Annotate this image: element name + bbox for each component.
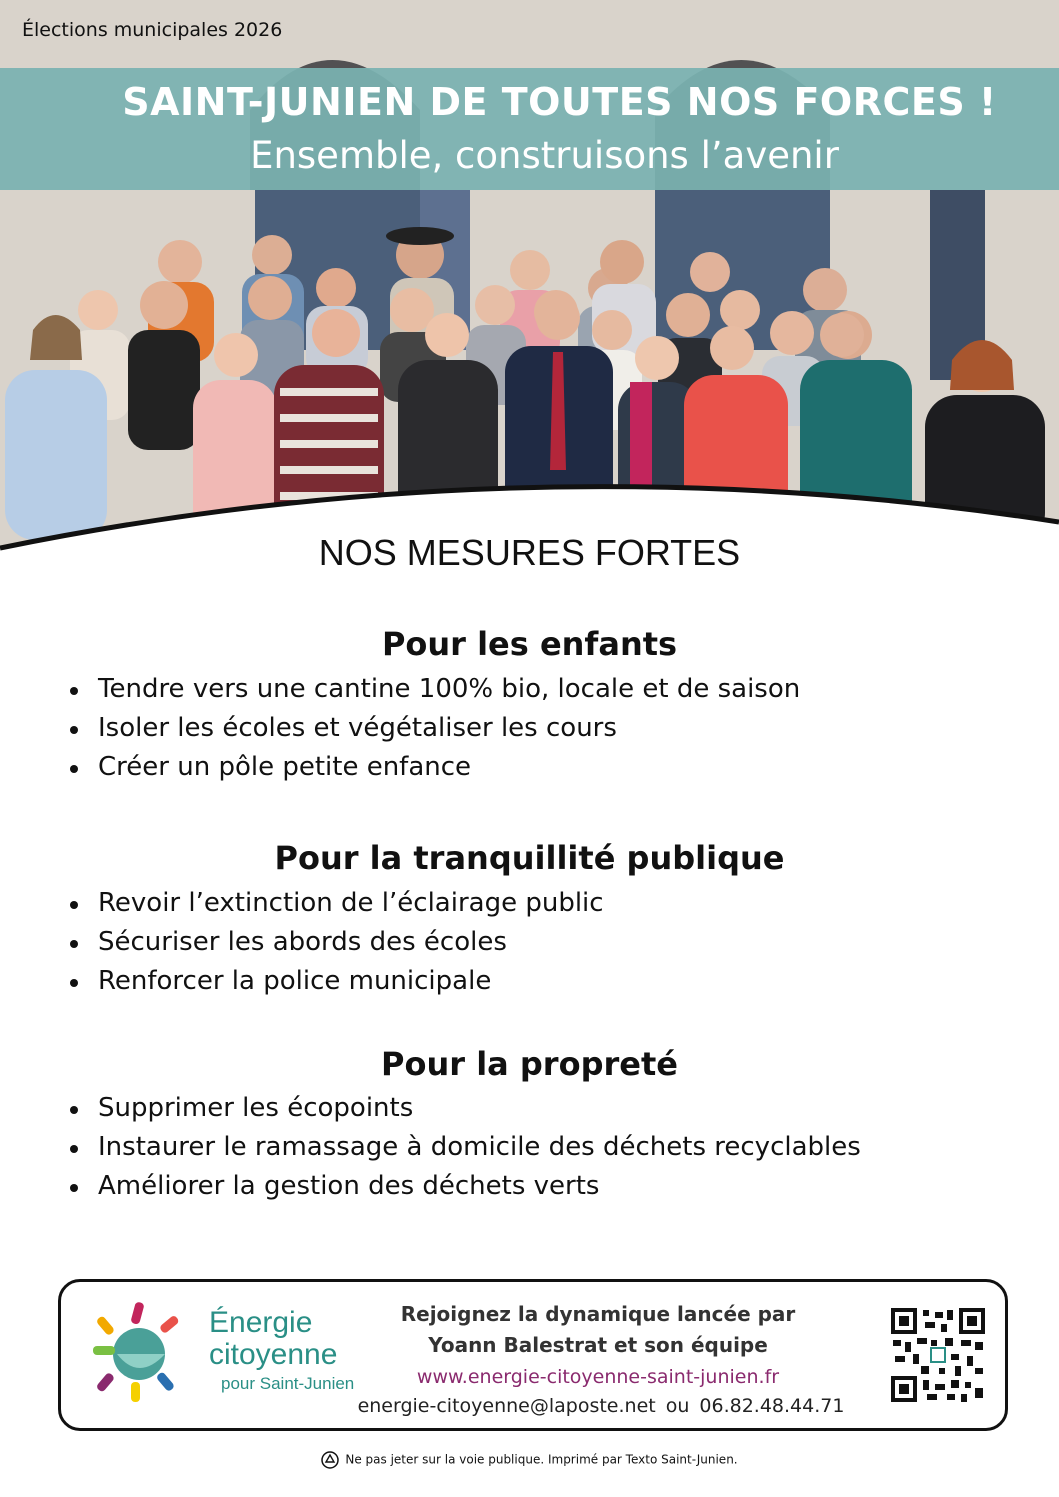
list-item: Renforcer la police municipale [66,962,1026,1001]
group-photo [0,0,1059,560]
logo-text-line2: citoyenne [209,1338,338,1371]
energie-citoyenne-logo [87,1302,357,1402]
list-item: Instaurer le ramassage à domicile des déchets recyclables [66,1128,1026,1167]
list-item: Tendre vers une cantine 100% bio, locale et de saison [66,670,1026,709]
group-heading: Pour les enfants [381,625,678,663]
join-text-line1: Rejoignez la dynamique lancée par [400,1302,796,1326]
list-item: Sécuriser les abords des écoles [66,923,1026,962]
join-text-line2: Yoann Balestrat et son équipe [428,1333,768,1357]
list-item: Supprimer les écopoints [66,1089,1026,1128]
website-link[interactable]: www.energie-citoyenne-saint-junien.fr [416,1366,780,1388]
phone-link[interactable]: 06.82.48.44.71 [699,1395,845,1417]
email-link[interactable]: energie-citoyenne@laposte.net [357,1395,656,1417]
sun-logo-icon [87,1302,197,1402]
section-title: NOS MESURES FORTES [318,532,741,573]
list-item: Revoir l’extinction de l’éclairage public [66,884,1026,923]
page-title: SAINT-JUNIEN DE TOUTES NOS FORCES ! [122,80,997,124]
election-label: Élections municipales 2026 [22,19,283,41]
logo-text-line1: Énergie [209,1306,313,1339]
contact-line [331,1395,871,1417]
list-item: Isoler les écoles et végétaliser les cours [66,709,1026,748]
legal-notice [0,1451,1059,1469]
measures-list [66,670,1026,787]
title-banner [0,68,1059,190]
qr-code-icon[interactable] [891,1308,985,1402]
contact-box [58,1279,1008,1431]
list-item: Créer un pôle petite enfance [66,748,1026,787]
page-subtitle: Ensemble, construisons l’avenir [250,134,839,177]
group-heading: Pour la propreté [381,1045,678,1083]
or-separator: ou [665,1395,690,1417]
logo-text-line3: pour Saint-Junien [221,1374,355,1393]
recycle-icon [321,1451,339,1469]
list-item: Améliorer la gestion des déchets verts [66,1167,1026,1206]
group-heading: Pour la tranquillité publique [274,839,785,877]
legal-text: Ne pas jeter sur la voie publique. Imprimé par Texto Saint-Junien. [345,1452,738,1467]
measures-list [66,1089,1026,1206]
measures-list [66,884,1026,1001]
